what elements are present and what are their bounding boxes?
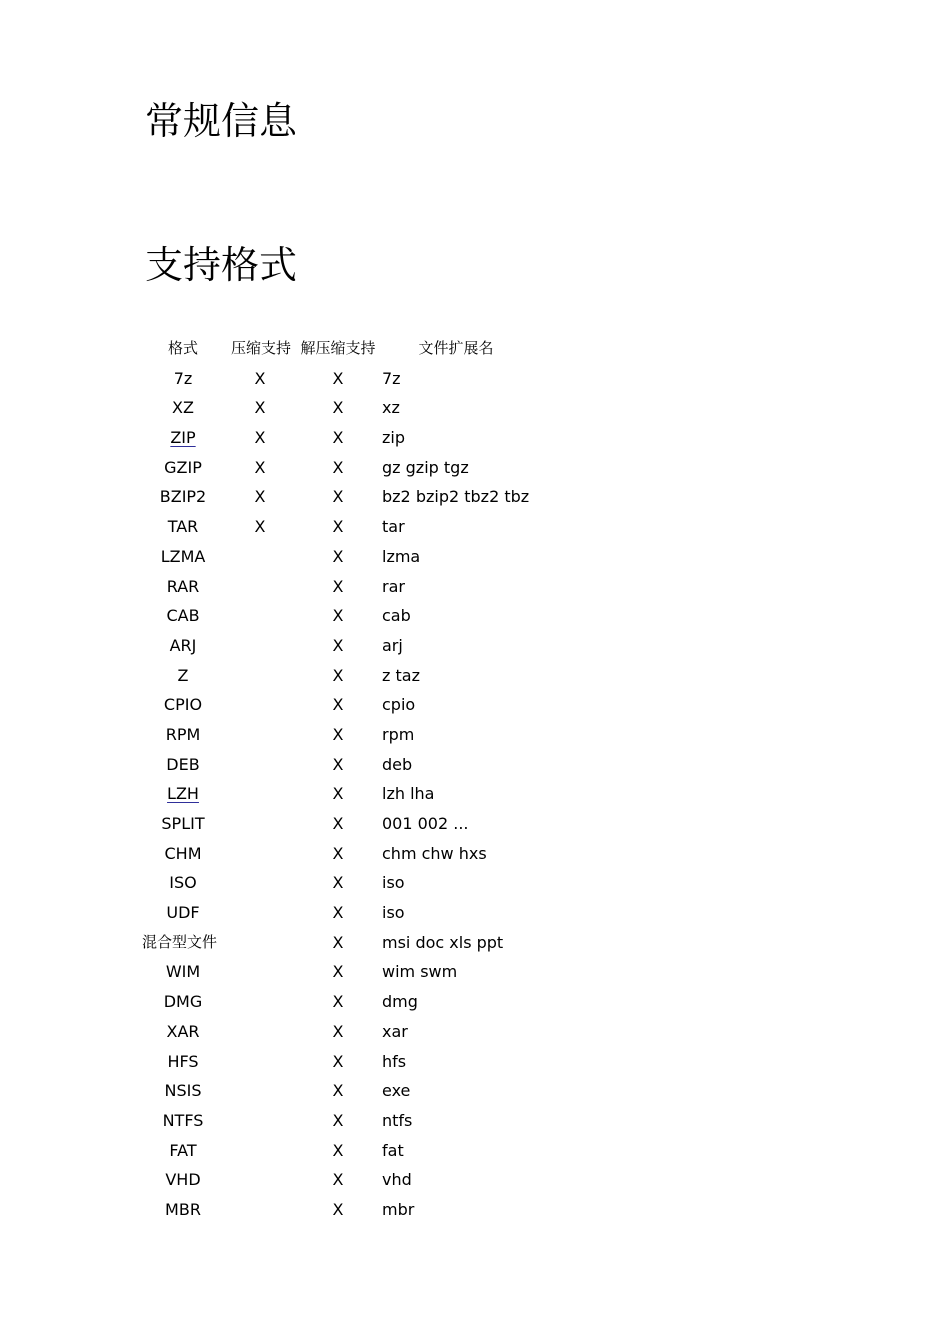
extensions-cell: deb (382, 754, 413, 774)
compress-cell (225, 928, 295, 958)
extensions-cell: ntfs (382, 1110, 413, 1130)
extensions-cell: 001 002 ... (382, 814, 469, 833)
compress-cell (225, 1165, 295, 1195)
extensions-cell: msi doc xls ppt (382, 932, 504, 952)
format-cell: DEB (166, 754, 200, 774)
extensions-cell: iso (382, 873, 405, 893)
extensions-cell: xar (382, 1021, 408, 1041)
table-row (0, 928, 950, 958)
decompress-cell: X (332, 1170, 344, 1190)
decompress-cell: X (332, 962, 344, 982)
format-cell: Z (177, 665, 189, 685)
format-cell: HFS (167, 1051, 199, 1071)
compress-cell (225, 898, 295, 928)
format-cell: DMG (163, 992, 203, 1012)
table-row (0, 957, 950, 987)
format-link[interactable]: ZIP (170, 428, 196, 448)
decompress-cell: X (332, 814, 344, 833)
extensions-cell: cpio (382, 695, 416, 715)
compress-cell: X (254, 517, 266, 537)
table-row (0, 868, 950, 898)
extensions-cell: hfs (382, 1051, 407, 1071)
extensions-cell: mbr (382, 1199, 415, 1219)
decompress-cell: X (332, 368, 344, 388)
compress-cell (225, 661, 295, 691)
format-cell: FAT (169, 1140, 197, 1160)
table-row (0, 987, 950, 1017)
table-row (0, 453, 950, 483)
decompress-cell: X (332, 428, 344, 448)
header-extensions: 文件扩展名 (418, 339, 494, 357)
table-row (0, 690, 950, 720)
compress-cell (225, 779, 295, 809)
decompress-cell: X (332, 1081, 344, 1101)
decompress-cell: X (332, 665, 344, 685)
extensions-cell: cab (382, 606, 411, 626)
extensions-cell: rar (382, 576, 405, 596)
decompress-cell: X (332, 1051, 344, 1071)
format-cell: NTFS (162, 1110, 204, 1130)
decompress-cell: X (332, 635, 344, 655)
decompress-cell: X (332, 487, 344, 507)
table-row (0, 1017, 950, 1047)
format-cell: GZIP (164, 457, 202, 477)
decompress-cell: X (332, 606, 344, 626)
extensions-cell: tar (382, 517, 405, 537)
decompress-cell: X (332, 873, 344, 893)
decompress-cell: X (332, 932, 344, 952)
format-cell: MBR (165, 1199, 201, 1219)
extensions-cell: dmg (382, 992, 418, 1012)
extensions-cell: wim swm (382, 962, 458, 982)
compress-cell: X (254, 368, 266, 388)
compress-cell (225, 720, 295, 750)
extensions-cell: lzh lha (382, 784, 435, 804)
format-cell: 7z (173, 368, 193, 388)
decompress-cell: X (332, 457, 344, 477)
compress-cell (225, 1106, 295, 1136)
compress-cell (225, 987, 295, 1017)
compress-cell (225, 957, 295, 987)
format-cell: VHD (165, 1170, 201, 1190)
format-link[interactable]: LZH (167, 784, 199, 804)
compress-cell (225, 1136, 295, 1166)
table-row (0, 423, 950, 453)
format-cell: ISO (169, 873, 197, 893)
table-row (0, 601, 950, 631)
compress-cell: X (254, 457, 266, 477)
format-cell: BZIP2 (159, 487, 207, 507)
extensions-cell: xz (382, 398, 400, 418)
format-cell: RAR (166, 576, 200, 596)
format-cell: 混合型文件 (142, 932, 218, 951)
table-row (0, 720, 950, 750)
format-cell: XAR (166, 1021, 200, 1041)
format-cell: CAB (166, 606, 200, 626)
decompress-cell: X (332, 398, 344, 418)
table-row (0, 572, 950, 602)
decompress-cell: X (332, 903, 344, 923)
decompress-cell: X (332, 1021, 344, 1041)
format-cell: LZMA (160, 546, 206, 566)
table-row (0, 393, 950, 423)
table-body (0, 364, 950, 1225)
extensions-cell: z taz (382, 665, 420, 685)
format-cell: XZ (172, 398, 194, 418)
extensions-cell: exe (382, 1081, 411, 1101)
table-row (0, 482, 950, 512)
compress-cell (225, 868, 295, 898)
compress-cell: X (254, 428, 266, 448)
table-row (0, 364, 950, 394)
extensions-cell: arj (382, 635, 403, 655)
decompress-cell: X (332, 843, 344, 863)
decompress-cell: X (332, 695, 344, 715)
decompress-cell: X (332, 784, 344, 804)
compress-cell (225, 1047, 295, 1077)
format-cell: CHM (164, 843, 202, 863)
table-row (0, 750, 950, 780)
decompress-cell: X (332, 1110, 344, 1130)
table-row (0, 779, 950, 809)
compress-cell: X (254, 487, 266, 507)
table-row (0, 1195, 950, 1225)
header-format: 格式 (167, 339, 198, 357)
format-cell: ARJ (169, 635, 197, 655)
header-decompress: 解压缩支持 (300, 339, 376, 357)
compress-cell (225, 809, 295, 839)
extensions-cell: zip (382, 428, 405, 448)
table-row (0, 1106, 950, 1136)
decompress-cell: X (332, 1199, 344, 1219)
table-row (0, 661, 950, 691)
compress-cell (225, 601, 295, 631)
compress-cell (225, 1017, 295, 1047)
format-cell: WIM (165, 962, 201, 982)
format-cell: UDF (166, 903, 200, 923)
formats-table (0, 334, 950, 1225)
table-row (0, 512, 950, 542)
compress-cell (225, 690, 295, 720)
compress-cell (225, 572, 295, 602)
extensions-cell: bz2 bzip2 tbz2 tbz (382, 487, 530, 507)
format-cell: NSIS (164, 1081, 202, 1101)
table-row (0, 542, 950, 572)
compress-cell (225, 750, 295, 780)
compress-cell: X (254, 398, 266, 418)
format-cell: TAR (167, 517, 199, 537)
heading-supported-formats: 支持格式 (145, 243, 298, 287)
decompress-cell: X (332, 576, 344, 596)
decompress-cell: X (332, 754, 344, 774)
table-row (0, 631, 950, 661)
decompress-cell: X (332, 517, 344, 537)
extensions-cell: fat (382, 1140, 404, 1160)
decompress-cell: X (332, 992, 344, 1012)
compress-cell (225, 542, 295, 572)
extensions-cell: rpm (382, 724, 415, 744)
decompress-cell: X (332, 1140, 344, 1160)
table-row (0, 809, 950, 839)
decompress-cell: X (332, 546, 344, 566)
compress-cell (225, 1195, 295, 1225)
extensions-cell: 7z (382, 368, 401, 388)
decompress-cell: X (332, 724, 344, 744)
table-row (0, 1076, 950, 1106)
heading-general-info: 常规信息 (145, 99, 298, 143)
extensions-cell: lzma (382, 546, 421, 566)
table-row (0, 898, 950, 928)
format-cell: SPLIT (161, 814, 205, 833)
format-cell: RPM (165, 724, 201, 744)
compress-cell (225, 1076, 295, 1106)
format-cell: CPIO (163, 695, 203, 715)
table-row (0, 1047, 950, 1077)
table-row (0, 1136, 950, 1166)
extensions-cell: vhd (382, 1170, 412, 1190)
extensions-cell: chm chw hxs (382, 843, 487, 863)
table-header-row (0, 334, 950, 364)
table-row (0, 1165, 950, 1195)
header-compress: 压缩支持 (230, 339, 291, 357)
extensions-cell: iso (382, 903, 405, 923)
compress-cell (225, 839, 295, 869)
table-row (0, 839, 950, 869)
extensions-cell: gz gzip tgz (382, 457, 469, 477)
compress-cell (225, 631, 295, 661)
